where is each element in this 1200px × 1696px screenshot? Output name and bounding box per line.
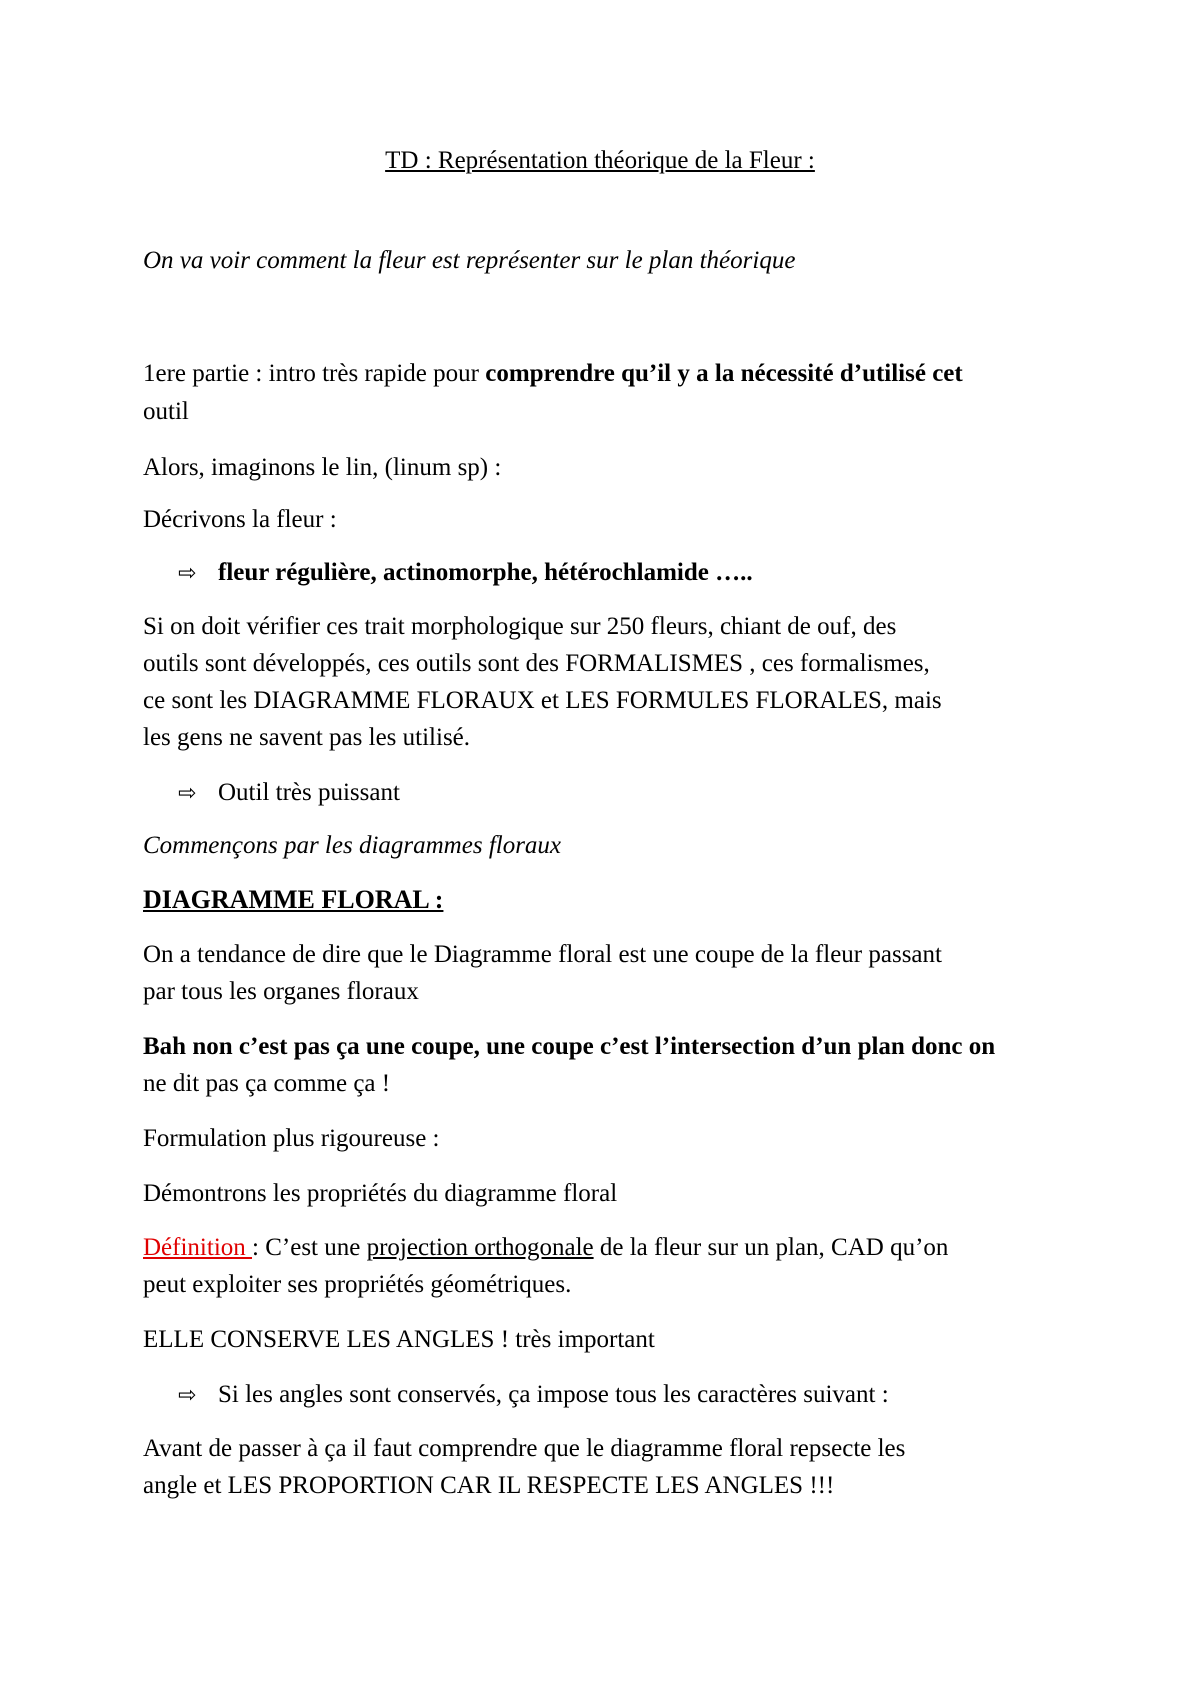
lets-start-sentence: Commençons par les diagrammes floraux — [143, 832, 562, 859]
demonstrate-sentence: Démontrons les propriétés du diagramme floral — [143, 1180, 618, 1207]
formalism-line-4: les gens ne savent pas les utilisé. — [143, 724, 471, 751]
definition-line-1: Définition : C’est une projection orthogonale de la fleur sur un plan, CAD qu’on — [143, 1234, 949, 1261]
angles-sentence: ELLE CONSERVE LES ANGLES ! très important — [143, 1326, 655, 1353]
tendency-line-2: par tous les organes floraux — [143, 978, 419, 1005]
formalism-line-1: Si on doit vérifier ces trait morphologique sur 250 fleurs, chiant de ouf, des — [143, 613, 897, 640]
page-title: TD : Représentation théorique de la Fleur : — [385, 147, 815, 174]
definition-label: Définition — [143, 1234, 253, 1261]
lin-sentence: Alors, imaginons le lin, (linum sp) : — [143, 454, 502, 481]
intro-line-1: 1ere partie : intro très rapide pour comprendre qu’il y a la nécessité d’utilisé cet — [143, 360, 963, 387]
bah-line-2: ne dit pas ça comme ça ! — [143, 1070, 391, 1097]
formalism-line-3: ce sont les DIAGRAMME FLORAUX et LES FORMULES FLORALES, mais — [143, 687, 942, 714]
definition-line-2: peut exploiter ses propriétés géométriques. — [143, 1271, 572, 1298]
bullet-tool: ⇨ Outil très puissant — [178, 778, 400, 809]
describe-sentence: Décrivons la fleur : — [143, 506, 337, 533]
arrow-right-icon: ⇨ — [178, 781, 197, 806]
bah-line-1: Bah non c’est pas ça une coupe, une coupe c’est l’intersection d’un plan donc on — [143, 1033, 996, 1060]
before-line-1: Avant de passer à ça il faut comprendre que le diagramme floral repsecte les — [143, 1435, 906, 1462]
section-heading: DIAGRAMME FLORAL : — [143, 885, 444, 914]
subtitle: On va voir comment la fleur est représenter sur le plan théorique — [143, 247, 796, 274]
bullet-traits: ⇨ fleur régulière, actinomorphe, hétérochlamide ….. — [178, 558, 753, 589]
bullet-angles: ⇨ Si les angles sont conservés, ça impose tous les caractères suivant : — [178, 1380, 889, 1411]
definition-underlined-term: projection orthogonale — [366, 1234, 594, 1261]
tendency-line-1: On a tendance de dire que le Diagramme floral est une coupe de la fleur passant — [143, 941, 942, 968]
intro-line-2: outil — [143, 398, 189, 425]
formalism-line-2: outils sont développés, ces outils sont des FORMALISMES , ces formalismes, — [143, 650, 930, 677]
before-line-2: angle et LES PROPORTION CAR IL RESPECTE LES ANGLES !!! — [143, 1472, 835, 1499]
formulation-sentence: Formulation plus rigoureuse : — [143, 1125, 440, 1152]
arrow-right-icon: ⇨ — [178, 1383, 197, 1408]
arrow-right-icon: ⇨ — [178, 561, 197, 586]
